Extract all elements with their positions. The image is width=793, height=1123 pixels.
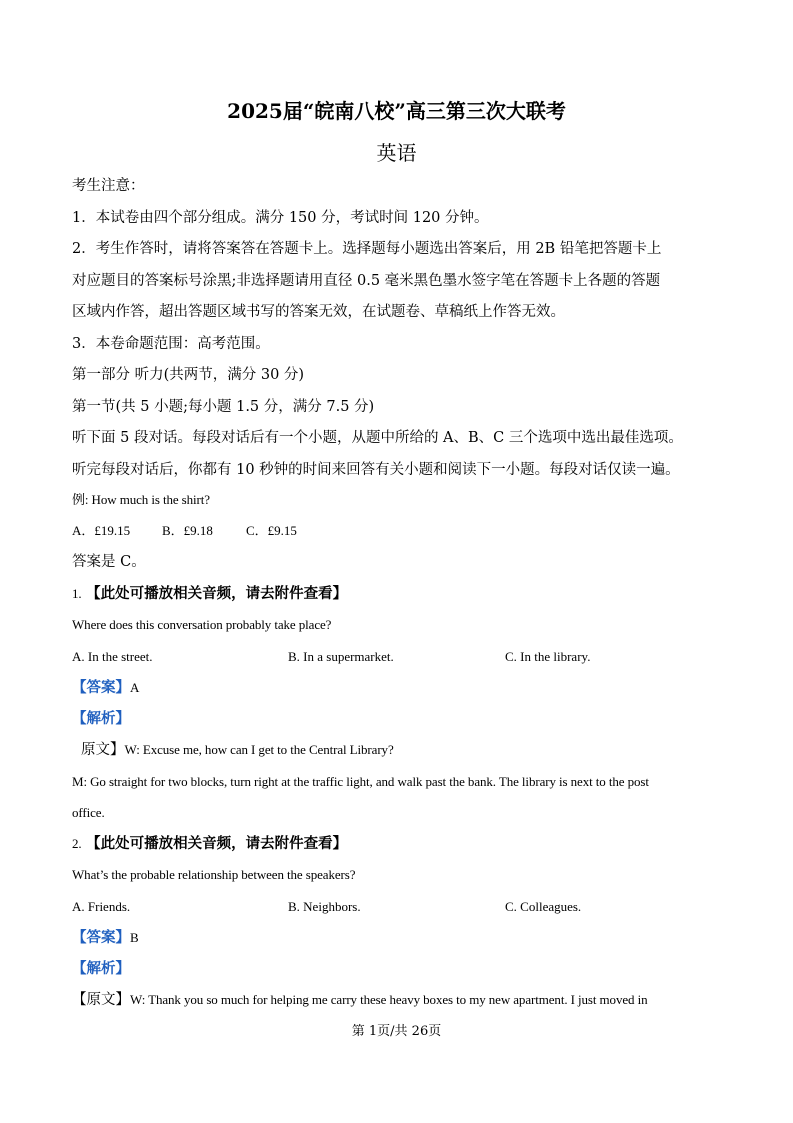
answer-value: A bbox=[130, 680, 140, 695]
exam-title: 2025届“皖南八校”高三第三次大联考 bbox=[227, 99, 566, 123]
question-2-option-c: C. Colleagues. bbox=[505, 899, 582, 914]
transcript-text: W: Thank you so much for helping me carry these heavy boxes to my new apartment. I just moved in bbox=[130, 992, 648, 1007]
question-1-analysis bbox=[72, 709, 130, 729]
subject-title: 英语 bbox=[376, 141, 417, 165]
question-1-header bbox=[72, 584, 347, 604]
notice-item-3: 3．本卷命题范围：高考范围。 bbox=[72, 336, 270, 352]
question-1-option-a: A. In the street. bbox=[72, 649, 153, 664]
question-1-option-b: B. In a supermarket. bbox=[288, 649, 394, 664]
question-2-header bbox=[72, 834, 347, 854]
question-2-answer bbox=[72, 928, 139, 948]
question-1-text: Where does this conversation probably take place? bbox=[72, 617, 332, 632]
transcript-text: W: Excuse me, how can I get to the Central Library? bbox=[124, 742, 394, 757]
notice-item-1: 1．本试卷由四个部分组成。满分 150 分，考试时间 120 分钟。 bbox=[72, 210, 489, 226]
answer-tag: 【答案】 bbox=[72, 929, 130, 946]
notice-heading: 考生注意： bbox=[72, 178, 145, 194]
instructions-line-2: 听完每段对话后，你都有 10 秒钟的时间来回答有关小题和阅读下一小题。每段对话仅读一遍。 bbox=[72, 462, 680, 478]
answer-value: B bbox=[130, 930, 139, 945]
question-number: 2. bbox=[72, 836, 82, 851]
instructions-line-1: 听下面 5 段对话。每段对话后有一个小题，从题中所给的 A、B、C 三个选项中选出最佳选项。 bbox=[72, 430, 683, 446]
example-option-c: C．£9.15 bbox=[246, 523, 297, 538]
question-2-transcript-line-1 bbox=[72, 990, 648, 1010]
question-1-transcript-line-3: office. bbox=[72, 805, 105, 820]
question-1-answer bbox=[72, 678, 139, 698]
notice-item-2-line-2: 对应题目的答案标号涂黑;非选择题请用直径 0.5 毫米黑色墨水签字笔在答题卡上各题的答题 bbox=[72, 273, 661, 289]
question-2-option-b: B. Neighbors. bbox=[288, 899, 361, 914]
analysis-tag: 【解析】 bbox=[72, 960, 130, 977]
question-number: 1. bbox=[72, 586, 82, 601]
question-1-option-c: C. In the library. bbox=[505, 649, 591, 664]
audio-note: 【此处可播放相关音频，请去附件查看】 bbox=[86, 585, 348, 602]
example-answer: 答案是 C。 bbox=[72, 554, 146, 570]
page-number: 第 1页/共 26页 bbox=[351, 1024, 442, 1039]
audio-note: 【此处可播放相关音频，请去附件查看】 bbox=[86, 835, 348, 852]
part1-heading: 第一部分 听力(共两节，满分 30 分) bbox=[72, 367, 305, 383]
section1-heading: 第一节(共 5 小题;每小题 1.5 分，满分 7.5 分) bbox=[72, 399, 375, 415]
question-2-analysis bbox=[72, 959, 130, 979]
transcript-tag: 原文】 bbox=[81, 742, 125, 758]
example-option-a: A．£19.15 bbox=[72, 523, 131, 538]
analysis-tag: 【解析】 bbox=[72, 710, 130, 727]
notice-item-2-line-1: 2．考生作答时，请将答案答在答题卡上。选择题每小题选出答案后，用 2B 铅笔把答题卡上 bbox=[72, 241, 662, 257]
example-option-b: B．£9.18 bbox=[162, 523, 213, 538]
question-2-option-a: A. Friends. bbox=[72, 899, 131, 914]
question-1-transcript-line-1 bbox=[81, 740, 394, 760]
question-2-text: What’s the probable relationship between the speakers? bbox=[72, 867, 356, 882]
question-1-transcript-line-2: M: Go straight for two blocks, turn right at the traffic light, and walk past the bank. The library is next to the post bbox=[72, 774, 649, 789]
example-question: 例: How much is the shirt? bbox=[72, 492, 210, 507]
transcript-tag: 【原文】 bbox=[72, 992, 130, 1008]
answer-tag: 【答案】 bbox=[72, 679, 130, 696]
notice-item-2-line-3: 区域内作答，超出答题区域书写的答案无效，在试题卷、草稿纸上作答无效。 bbox=[72, 304, 565, 320]
